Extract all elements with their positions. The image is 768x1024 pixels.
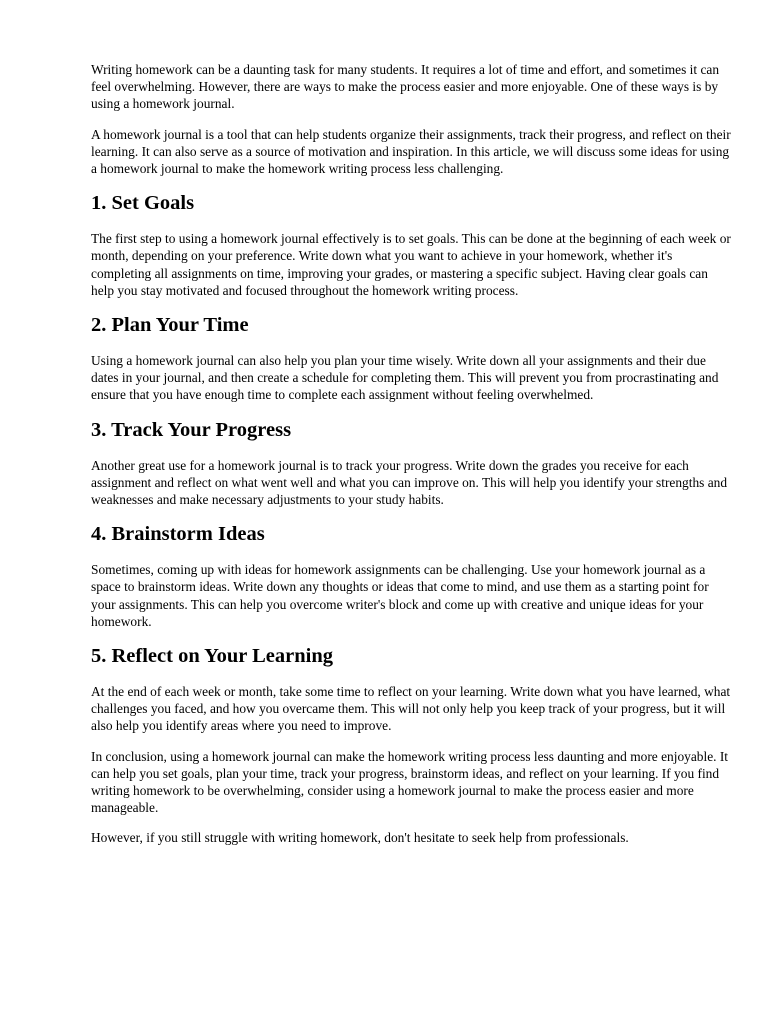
section-body-brainstorm-ideas: Sometimes, coming up with ideas for homework assignments can be challenging. Use your homework journal as a space to brainstorm ideas. Write down any thoughts or ideas that come to mind, and use them as a starting point for your assignments. This can help you overcome writer's block and come up with creative and unique ideas for your homework. — [91, 562, 709, 629]
section-heading-plan-time: 2. Plan Your Time — [91, 314, 249, 337]
section-body-set-goals: The first step to using a homework journal effectively is to set goals. This can be done at the beginning of each week or month, depending on your preference. Write down what you want to achieve in your homework, whether it's completing all assignments on time, improving your grades, or mastering a specific subject. Having clear goals can help you stay motivated and focused throughout the homework writing process. — [91, 231, 731, 298]
section-heading-track-progress: 3. Track Your Progress — [91, 418, 292, 441]
section-heading-set-goals: 1. Set Goals — [91, 192, 195, 215]
intro-paragraph-2: A homework journal is a tool that can help students organize their assignments, track their progress, and reflect on their learning. It can also serve as a source of motivation and inspiration. In this article, we will discuss some ideas for using a homework journal to make the homework writing process less challenging. — [91, 126, 731, 177]
conclusion-paragraph-2: However, if you still struggle with writing homework, don't hesitate to seek help from professionals. — [91, 830, 629, 846]
section-body-reflect-learning: At the end of each week or month, take some time to reflect on your learning. Write down what you have learned, what challenges you faced, and how you overcame them. This will not only help you keep track of your progress, but it will also help you identify areas where you need to improve. — [91, 684, 731, 734]
intro-paragraph-1: Writing homework can be a daunting task for many students. It requires a lot of time and effort, and sometimes it can feel overwhelming. However, there are ways to make the process easier and more enjoyable. One of these ways is by using a homework journal. — [91, 62, 720, 112]
section-heading-brainstorm-ideas: 4. Brainstorm Ideas — [91, 523, 265, 546]
section-heading-reflect-learning: 5. Reflect on Your Learning — [91, 645, 333, 668]
conclusion-paragraph-1: In conclusion, using a homework journal can make the homework writing process less daunting and more enjoyable. It can help you set goals, plan your time, track your progress, brainstorm ideas, and reflect on your learning. If you find writing homework to be overwhelming, consider using a homework journal to make the process easier and more manageable. — [91, 748, 729, 816]
section-body-track-progress: Another great use for a homework journal is to track your progress. Write down the grades you receive for each assignment and reflect on what went well and what you can improve on. This will help you identify your strengths and weaknesses and make necessary adjustments to your study habits. — [91, 457, 728, 508]
document-page — [91, 61, 731, 860]
section-body-plan-time: Using a homework journal can also help you plan your time wisely. Write down all your assignments and their due dates in your journal, and then create a schedule for completing them. This will prevent you from procrastinating and ensure that you have enough time to complete each assignment without feeling overwhelmed. — [91, 353, 719, 403]
